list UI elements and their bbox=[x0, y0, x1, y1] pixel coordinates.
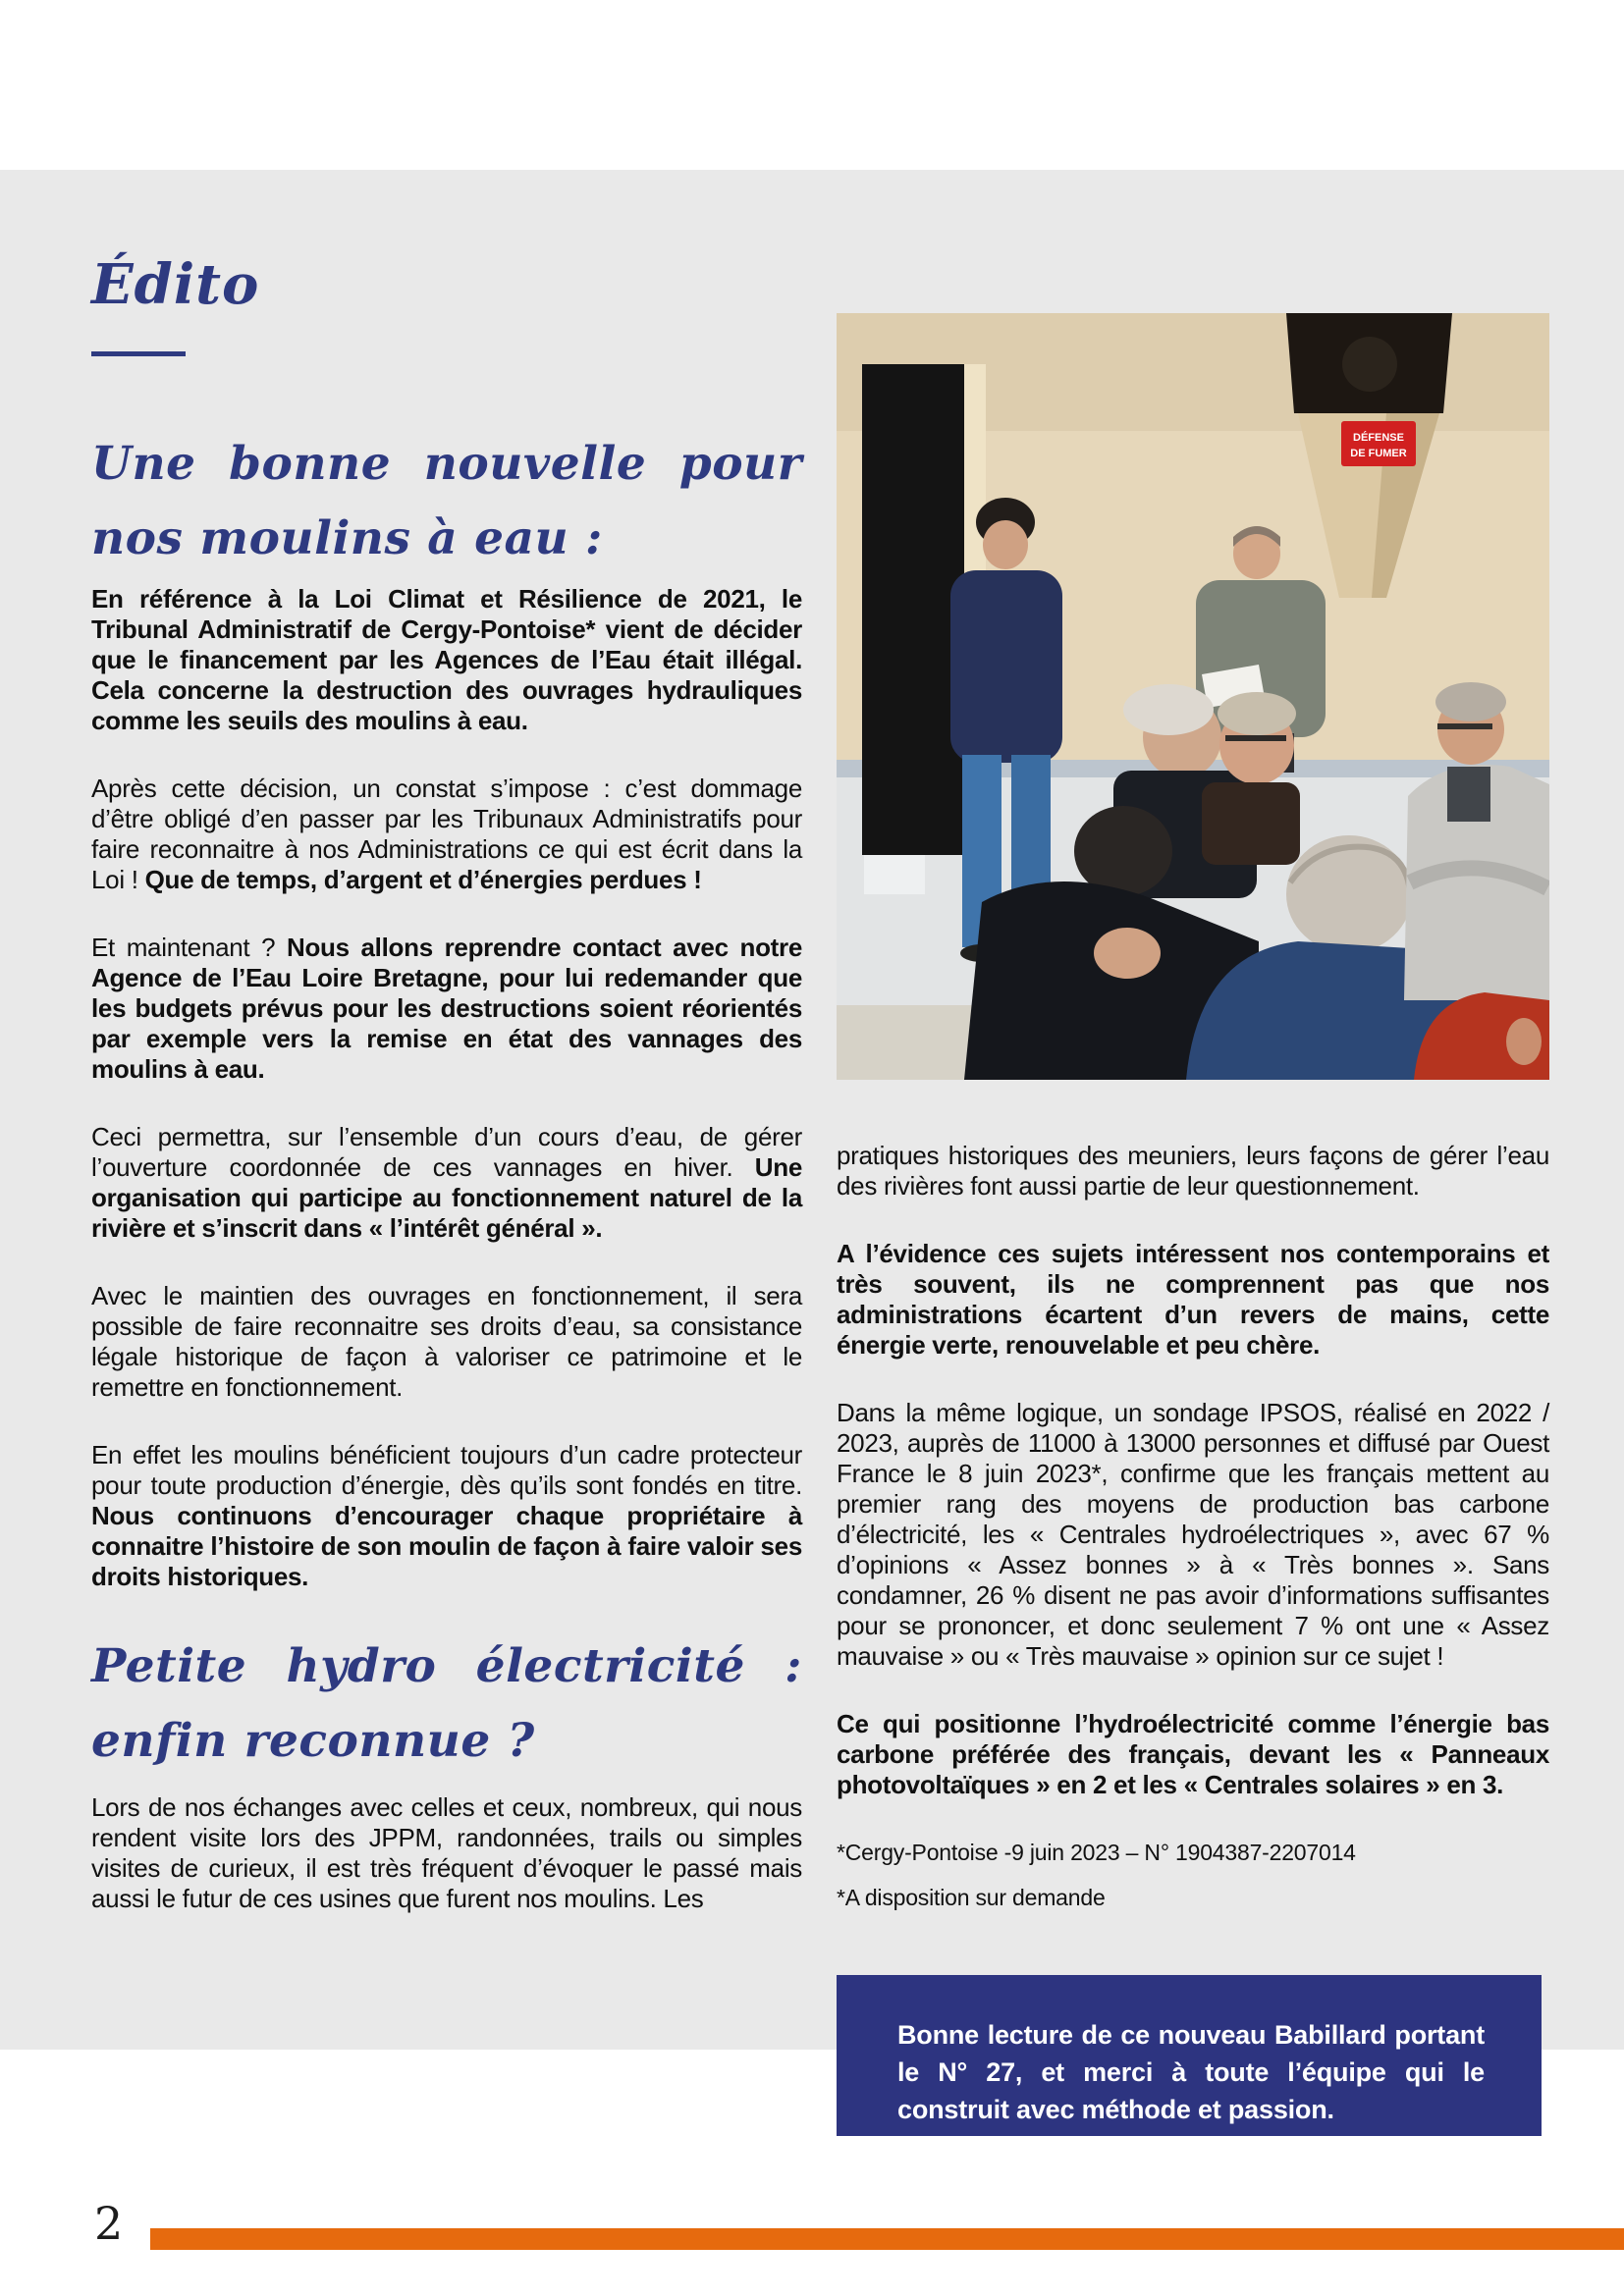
paragraph-6-normal: En effet les moulins bénéficient toujours d’un cadre protecteur pour toute production d’énergie, dès qu’ils sont fondés en titre. bbox=[91, 1440, 802, 1501]
section-title-edito: Édito bbox=[91, 252, 260, 317]
heading-good-news: Une bonne nouvelle pour nos moulins à eau : bbox=[91, 437, 802, 566]
photo-speaker-cone bbox=[1342, 337, 1397, 392]
paragraph-3-bold: Nous allons reprendre contact avec notre Agence de l’Eau Loire Bretagne, pour lui redemander que les budgets prévus pour les destructions soient réorientés par exemple vers la remise en état des vannages des moulins à eau. bbox=[91, 933, 802, 1085]
closing-message-text: Bonne lecture de ce nouveau Babillard portant le N° 27, et merci à toute l’équipe qui le construit avec méthode et passion. bbox=[897, 2020, 1485, 2124]
right-column bbox=[837, 313, 1549, 1928]
left-column bbox=[91, 170, 802, 1951]
paragraph-4 bbox=[91, 1122, 802, 1244]
paragraph-r4-bold: Ce qui positionne l’hydroélectricité comme l’énergie bas carbone préférée des français, devant les « Panneaux photovoltaïques » en 2 et les « Centrales solaires » en 3. bbox=[837, 1709, 1549, 1799]
paragraph-r1: pratiques historiques des meuniers, leurs façons de gérer l’eau des rivières font aussi partie de leur questionnement. bbox=[837, 1141, 1549, 1201]
paragraph-7: Lors de nos échanges avec celles et ceux, nombreux, qui nous rendent visite lors des JPPM, randonnées, trails ou simples visites de curieux, il est très fréquent d’évoquer le passé mais aussi le futur de ces usines que furent nos moulins. Les bbox=[91, 1792, 802, 1914]
paragraph-r4 bbox=[837, 1709, 1549, 1800]
paragraph-3-normal: Et maintenant ? bbox=[91, 933, 287, 963]
paragraph-4-normal: Ceci permettra, sur l’ensemble d’un cours d’eau, de gérer l’ouverture coordonnée de ces vannages en hiver. bbox=[91, 1122, 802, 1183]
paragraph-1-bold: En référence à la Loi Climat et Résilience de 2021, le Tribunal Administratif de Cergy-Pontoise* vient de décider que le financement par les Agences de l’Eau était illégal. Cela concerne la destruction des ouvrages hydrauliques comme les seuils des moulins à eau. bbox=[91, 584, 802, 736]
meeting-photo bbox=[837, 313, 1549, 1080]
photo-doorway bbox=[862, 364, 964, 855]
paragraph-6-bold: Nous continuons d’encourager chaque propriétaire à connaitre l’histoire de son moulin de façon à faire valoir ses droits historiques. bbox=[91, 1501, 802, 1592]
paragraph-3 bbox=[91, 933, 802, 1085]
sign-line-2: DE FUMER bbox=[1350, 448, 1407, 459]
paragraph-4-bold: Une organisation qui participe au fonctionnement naturel de la rivière et s’inscrit dans « l’intérêt général ». bbox=[91, 1152, 802, 1244]
footer-orange-bar bbox=[150, 2228, 1624, 2250]
paragraph-r3: Dans la même logique, un sondage IPSOS, réalisé en 2022 / 2023, auprès de 11000 à 13000 personnes et diffusé par Ouest France le 8 juin 2023*, confirme que les français mettent au premier rang des moyens de production bas carbone d’électricité, les « Centrales hydroélectriques », avec 67 % d’opinions « Assez bonnes » à « Très bonnes ». Sans condamner, 26 % disent ne pas avoir d’informations suffisantes pour se prononcer, et donc seulement 7 % ont une « Assez mauvaise » ou « Très mauvaise » opinion sur ce sujet ! bbox=[837, 1398, 1549, 1671]
closing-message-box bbox=[837, 1975, 1542, 2136]
paragraph-5: Avec le maintien des ouvrages en fonctionnement, il sera possible de faire reconnaitre ses droits d’eau, sa consistance légale historique de façon à valoriser ce patrimoine et le remettre en fonctionnement. bbox=[91, 1281, 802, 1403]
paragraph-2-normal: Après cette décision, un constat s’impose : c’est dommage d’être obligé d’en passer par les Tribunaux Administratifs pour faire reconnaitre à nos Administrations ce qui est écrit dans la Loi ! bbox=[91, 774, 802, 895]
edito-underline-rule bbox=[91, 351, 186, 356]
paragraph-2-bold: Que de temps, d’argent et d’énergies perdues ! bbox=[144, 865, 702, 895]
paragraph-2 bbox=[91, 774, 802, 895]
paragraph-r2-bold: A l’évidence ces sujets intéressent nos contemporains et très souvent, ils ne comprennent pas que nos administrations écartent d’un revers de mains, cette énergie verte, renouvelable et peu chère. bbox=[837, 1239, 1549, 1360]
paragraph-r2 bbox=[837, 1239, 1549, 1361]
footnote-on-request: *A disposition sur demande bbox=[837, 1885, 1106, 1910]
paragraph-6 bbox=[91, 1440, 802, 1592]
page-number: 2 bbox=[94, 2197, 124, 2250]
photo-radiator bbox=[864, 855, 925, 894]
sign-line-1: DÉFENSE bbox=[1353, 432, 1404, 444]
heading-small-hydro: Petite hydro électricité : enfin reconnue ? bbox=[91, 1639, 802, 1769]
no-smoking-sign bbox=[1341, 421, 1416, 466]
footnote-court-ref: *Cergy-Pontoise -9 juin 2023 – N° 1904387-2207014 bbox=[837, 1840, 1356, 1865]
paragraph-1 bbox=[91, 584, 802, 736]
